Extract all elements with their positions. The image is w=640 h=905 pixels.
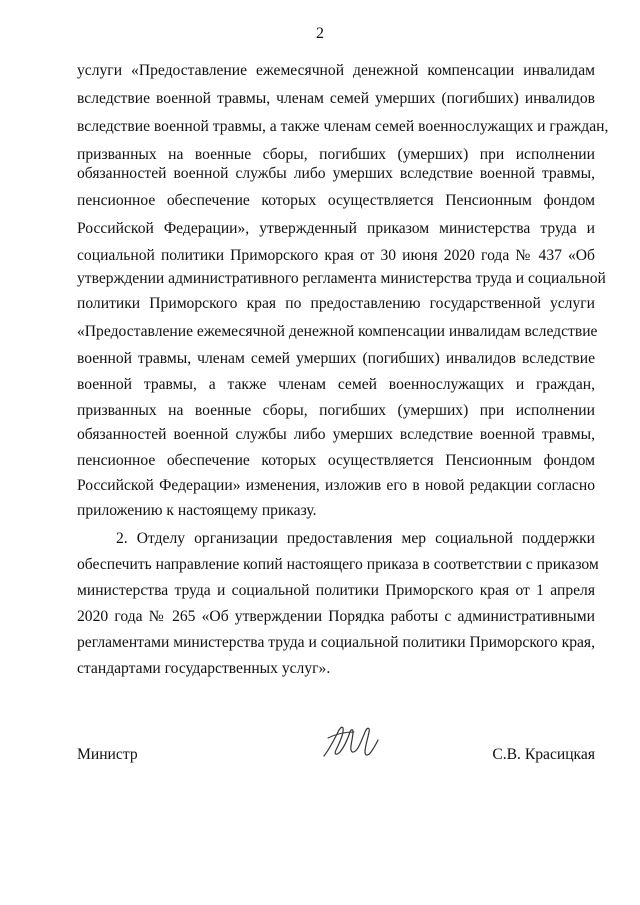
text-line: пенсионное обеспечение которых осуществляется Пенсионным фондом — [77, 452, 595, 469]
text-line: стандартами государственных услуг». — [77, 660, 331, 677]
text-line: вследствие военной травмы, а также членам семей военнослужащих и граждан, — [77, 118, 609, 135]
text-line: Российской Федерации» изменения, изложив его в новой редакции согласно — [77, 477, 595, 494]
text-line: Российской Федерации», утвержденный приказом министерства труда и — [77, 220, 595, 237]
text-line: обеспечить направление копий настоящего приказа в соответствии с приказом — [77, 556, 599, 573]
signatory-name: С.В. Красицкая — [492, 746, 595, 763]
text-line: 2. Отделу организации предоставления мер социальной поддержки — [116, 530, 595, 547]
text-line: 2020 года № 265 «Об утверждении Порядка работы с административными — [77, 608, 595, 625]
text-line: социальной политики Приморского края от 30 июня 2020 года № 437 «Об — [77, 247, 595, 264]
page-number: 2 — [316, 25, 324, 42]
text-line: военной травмы, членам семей умерших (погибших) инвалидов вследствие — [77, 350, 595, 367]
text-line: военной травмы, а также членам семей военнослужащих и граждан, — [77, 376, 595, 393]
text-line: регламентами министерства труда и социальной политики Приморского края, — [77, 634, 595, 651]
text-line: министерства труда и социальной политики Приморского края от 1 апреля — [77, 582, 595, 599]
signatory-position: Министр — [77, 746, 138, 763]
text-line: вследствие военной травмы, членам семей умерших (погибших) инвалидов — [77, 90, 595, 107]
text-line: утверждении административного регламента министерства труда и социальной — [77, 270, 606, 287]
text-line: «Предоставление ежемесячной денежной компенсации инвалидам вследствие — [77, 323, 598, 340]
text-line: обязанностей военной службы либо умерших вследствие военной травмы, — [77, 165, 595, 182]
text-line: призванных на военные сборы, погибших (умерших) при исполнении — [77, 146, 595, 163]
text-line: обязанностей военной службы либо умерших вследствие военной травмы, — [77, 426, 595, 443]
text-line: призванных на военные сборы, погибших (умерших) при исполнении — [77, 402, 595, 419]
text-line: приложению к настоящему приказу. — [77, 502, 317, 519]
text-line: пенсионное обеспечение которых осуществляется Пенсионным фондом — [77, 192, 595, 209]
text-line: политики Приморского края по предоставлению государственной услуги — [77, 295, 595, 312]
handwritten-signature — [318, 718, 382, 766]
text-line: услуги «Предоставление ежемесячной денежной компенсации инвалидам — [77, 62, 595, 79]
